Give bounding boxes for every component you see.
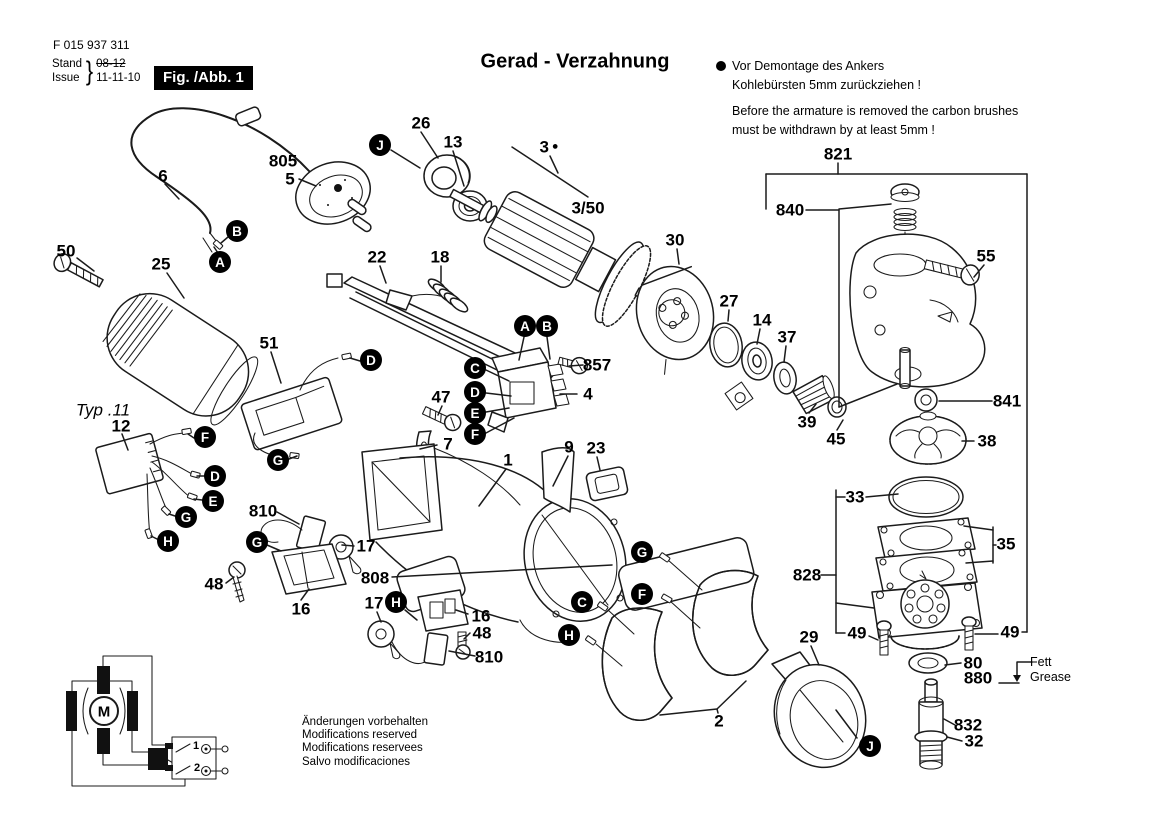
part-label-37: 37: [777, 327, 797, 347]
modification-notes: [302, 716, 428, 769]
part-label-857: 857: [582, 355, 612, 375]
note-es: Salvo modificaciones: [302, 755, 411, 768]
part-label-26: 26: [411, 113, 431, 133]
stand-value: 08-12: [96, 57, 126, 70]
part-label-805: 805: [268, 151, 298, 171]
document-header: [52, 38, 140, 88]
part-label-29: 29: [799, 627, 819, 647]
warning-de-line2: Kohlebürsten 5mm zurückziehen !: [732, 78, 921, 93]
issue-label: Issue: [52, 71, 80, 84]
letter-marker-A: A: [209, 251, 231, 273]
spring-18-drawing: [426, 277, 470, 315]
screw-49-right-drawing: [962, 617, 976, 650]
guard-29-drawing: [761, 652, 879, 779]
letter-marker-F: F: [631, 583, 653, 605]
part-label-5: 5: [285, 169, 295, 189]
pin-841-drawing: [900, 348, 910, 389]
part-label-832: 832: [953, 715, 983, 735]
part-label-48: 48: [204, 574, 224, 594]
part-label-13: 13: [443, 132, 463, 152]
spring-840-drawing: [894, 209, 916, 231]
circuit-terminal-2-label: 2: [193, 762, 201, 774]
bearing-detail-drawing: [725, 382, 753, 410]
washer-80-drawing: [909, 653, 947, 673]
grease-note: [1030, 655, 1071, 685]
letter-marker-F: F: [464, 423, 486, 445]
motor-symbol-label: M: [97, 703, 111, 721]
letter-marker-B: B: [226, 220, 248, 242]
grease-en: Grease: [1030, 670, 1071, 684]
mains-plug-drawing: [287, 152, 379, 234]
part-label-50: 50: [56, 241, 76, 261]
part-label-2: 2: [714, 711, 724, 731]
document-number: F 015 937 311: [53, 38, 130, 52]
letter-marker-J: J: [859, 735, 881, 757]
letter-marker-D: D: [204, 465, 226, 487]
circuit-diagram-drawing: [66, 656, 228, 786]
letter-marker-F: F: [194, 426, 216, 448]
part-label-25: 25: [151, 254, 171, 274]
part-label-808: 808: [360, 568, 390, 588]
part-label-48: 48: [472, 623, 492, 643]
part-label-821: 821: [823, 144, 853, 164]
letter-marker-H: H: [558, 624, 580, 646]
warning-de-line1: Vor Demontage des Ankers: [732, 59, 885, 73]
cap-840-drawing: [891, 184, 919, 202]
warning-en-line2: must be withdrawn by at least 5mm !: [732, 123, 935, 138]
letter-marker-E: E: [464, 402, 486, 424]
letter-marker-D: D: [360, 349, 382, 371]
plate-51-drawing: [240, 353, 351, 459]
circuit-terminal-1-label: 1: [192, 740, 200, 752]
cover-flap-9-drawing: [542, 448, 574, 512]
part-label-30: 30: [665, 230, 685, 250]
letter-marker-D: D: [464, 381, 486, 403]
part-label-1: 1: [503, 450, 513, 470]
brace-glyph: }: [85, 56, 94, 87]
part-label-47: 47: [431, 387, 451, 407]
note-en: Modifications reserved: [302, 729, 418, 742]
part-label-9: 9: [564, 437, 574, 457]
part-label-17: 17: [364, 593, 384, 613]
letter-marker-C: C: [571, 591, 593, 613]
nut-45-drawing: [828, 397, 846, 417]
warning-note: [716, 57, 1056, 141]
stand-label: Stand: [52, 57, 83, 70]
part-label-828: 828: [792, 565, 822, 585]
part-label-33: 33: [845, 487, 865, 507]
part-label-Typ11: Typ .11: [75, 400, 131, 420]
o-ring-33-drawing: [889, 477, 963, 517]
part-label-4: 4: [583, 384, 593, 404]
page-title: Gerad - Verzahnung: [480, 50, 670, 73]
part-label-7: 7: [443, 434, 453, 454]
part-label-32: 32: [964, 731, 984, 751]
letter-marker-B: B: [536, 315, 558, 337]
revision-block: [52, 55, 140, 87]
button-23-drawing: [585, 466, 628, 501]
part-label-55: 55: [976, 246, 996, 266]
part-label-80: 80: [963, 653, 983, 673]
part-label-3: 3 ●: [539, 137, 559, 157]
retaining-ring-26-drawing: [424, 155, 470, 197]
bearing-14-drawing: [739, 340, 775, 383]
letter-marker-G: G: [631, 541, 653, 563]
part-label-35: 35: [996, 534, 1016, 554]
part-label-27: 27: [719, 291, 739, 311]
part-label-51: 51: [259, 333, 279, 353]
bullet-icon: [716, 61, 726, 71]
letter-marker-G: G: [246, 531, 268, 553]
part-label-840: 840: [775, 200, 805, 220]
part-label-350: 3/50: [571, 198, 605, 218]
issue-value: 11-11-10: [96, 71, 141, 84]
gear-housing-drawing: [850, 234, 985, 387]
bearing-841-drawing: [915, 389, 937, 411]
part-label-17: 17: [356, 536, 376, 556]
part-label-22: 22: [367, 247, 387, 267]
part-label-880: 880: [963, 668, 993, 688]
grease-arrowhead: [1013, 675, 1021, 682]
part-label-14: 14: [752, 310, 772, 330]
part-label-49: 49: [1000, 622, 1020, 642]
letter-marker-C: C: [464, 357, 486, 379]
switch-4-drawing: [488, 348, 569, 432]
part-label-18: 18: [430, 247, 450, 267]
letter-marker-E: E: [202, 490, 224, 512]
part-label-23: 23: [586, 438, 606, 458]
warning-en-line1: Before the armature is removed the carbon brushes: [732, 103, 1019, 118]
part-label-6: 6: [158, 166, 168, 186]
figure-label: Fig. /Abb. 1: [154, 66, 253, 90]
brush-group-left-drawing: [229, 516, 361, 602]
bevel-gear-38-drawing: [890, 412, 966, 464]
note-de: Änderungen vorbehalten: [302, 716, 428, 728]
part-label-38: 38: [977, 431, 997, 451]
part-label-16: 16: [291, 599, 311, 619]
part-label-45: 45: [826, 429, 846, 449]
letter-marker-H: H: [385, 591, 407, 613]
grease-de: Fett: [1030, 655, 1052, 669]
letter-marker-A: A: [514, 315, 536, 337]
part-label-810: 810: [248, 501, 278, 521]
part-label-12: 12: [111, 416, 131, 436]
letter-marker-G: G: [175, 506, 197, 528]
part-label-39: 39: [797, 412, 817, 432]
spindle-32-drawing: [915, 679, 947, 769]
part-label-16: 16: [471, 606, 491, 626]
part-label-841: 841: [992, 391, 1022, 411]
letter-marker-J: J: [369, 134, 391, 156]
part-label-49: 49: [847, 623, 867, 643]
part-label-810: 810: [474, 647, 504, 667]
letter-marker-H: H: [157, 530, 179, 552]
letter-marker-G: G: [267, 449, 289, 471]
note-fr: Modifications reservees: [302, 742, 423, 755]
